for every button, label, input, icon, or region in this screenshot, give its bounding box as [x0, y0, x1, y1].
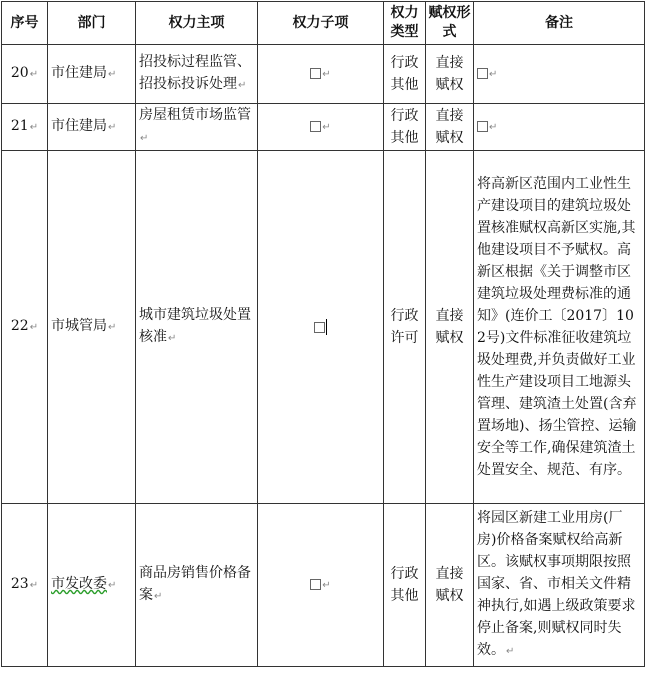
row-no: 22	[10, 318, 29, 334]
paragraph-mark-icon: ↵	[108, 580, 117, 591]
paragraph-mark-icon: ↵	[29, 122, 39, 133]
table-row	[2, 45, 645, 104]
paragraph-mark-icon: ↵	[322, 69, 331, 80]
row-type: 行政其他	[384, 504, 426, 667]
header-dept: 部门	[48, 2, 136, 45]
header-type: 权力类型	[384, 2, 426, 45]
table-header-row	[2, 2, 645, 45]
row-no: 20	[10, 65, 29, 81]
paragraph-mark-icon: ↵	[108, 322, 117, 333]
paragraph-mark-icon: ↵	[140, 133, 149, 144]
row-mode: 直接赋权	[426, 504, 474, 667]
paragraph-mark-icon: ↵	[154, 591, 163, 602]
header-sub: 权力子项	[258, 2, 384, 45]
paragraph-mark-icon: ↵	[29, 322, 39, 333]
row-item: 房屋租赁市场监管	[139, 107, 251, 123]
row-note: 将园区新建工业用房(厂房)价格备案赋权给高新区。该赋权事项期限按照国家、省、市相关文件精神执行,如遇上级政策要求停止备案,则赋权同时失效。	[477, 510, 636, 658]
row-item: 招投标过程监管、招投标投诉处理	[139, 54, 251, 92]
checkbox-icon[interactable]	[477, 68, 488, 79]
row-type: 行政其他	[384, 104, 426, 151]
header-no: 序号	[2, 2, 48, 45]
row-dept: 市住建局	[51, 118, 107, 134]
paragraph-mark-icon: ↵	[238, 80, 247, 91]
paragraph-mark-icon: ↵	[489, 122, 498, 133]
paragraph-mark-icon: ↵	[322, 122, 331, 133]
row-item: 城市建筑垃圾处置核准	[139, 307, 251, 345]
row-mode: 直接赋权	[426, 45, 474, 104]
row-dept: 市城管局	[51, 318, 107, 334]
row-mode: 直接赋权	[426, 104, 474, 151]
table-row	[2, 104, 645, 151]
row-mode: 直接赋权	[426, 151, 474, 504]
checkbox-icon[interactable]	[314, 322, 325, 333]
paragraph-mark-icon: ↵	[322, 580, 331, 591]
paragraph-mark-icon: ↵	[489, 69, 498, 80]
paragraph-mark-icon: ↵	[506, 646, 515, 657]
checkbox-icon[interactable]	[310, 121, 321, 132]
row-type: 行政其他	[384, 45, 426, 104]
checkbox-icon[interactable]	[477, 121, 488, 132]
text-cursor	[326, 319, 327, 335]
header-note: 备注	[474, 2, 645, 45]
paragraph-mark-icon: ↵	[29, 580, 39, 591]
table-row	[2, 151, 645, 504]
header-mode: 赋权形式	[426, 2, 474, 45]
power-list-table	[1, 1, 645, 667]
row-dept: 市住建局	[51, 65, 107, 81]
paragraph-mark-icon: ↵	[108, 122, 117, 133]
paragraph-mark-icon: ↵	[108, 69, 117, 80]
row-no: 21	[10, 118, 29, 134]
paragraph-mark-icon: ↵	[168, 333, 177, 344]
checkbox-icon[interactable]	[310, 68, 321, 79]
row-type: 行政许可	[384, 151, 426, 504]
header-item: 权力主项	[136, 2, 258, 45]
paragraph-mark-icon: ↵	[29, 69, 39, 80]
table-row	[2, 504, 645, 667]
row-note: 将高新区范围内工业性生产建设项目的建筑垃圾处置核准赋权高新区实施,其他建设项目不予赋权。高新区根据《关于调整市区建筑垃圾处理费标准的通知》(连价工〔2017〕102号)文件标准征收建筑垃圾处理费,并负责做好工业性生产建设项目工地源头管理、建筑渣土处置(含弃置场地)、扬尘管控、运输安全等工作,确保建筑渣土处置安全、规范、有序。	[474, 151, 645, 504]
row-no: 23	[10, 576, 29, 592]
row-item: 商品房销售价格备案	[139, 565, 251, 603]
checkbox-icon[interactable]	[310, 579, 321, 590]
row-dept: 市发改委	[51, 576, 107, 592]
